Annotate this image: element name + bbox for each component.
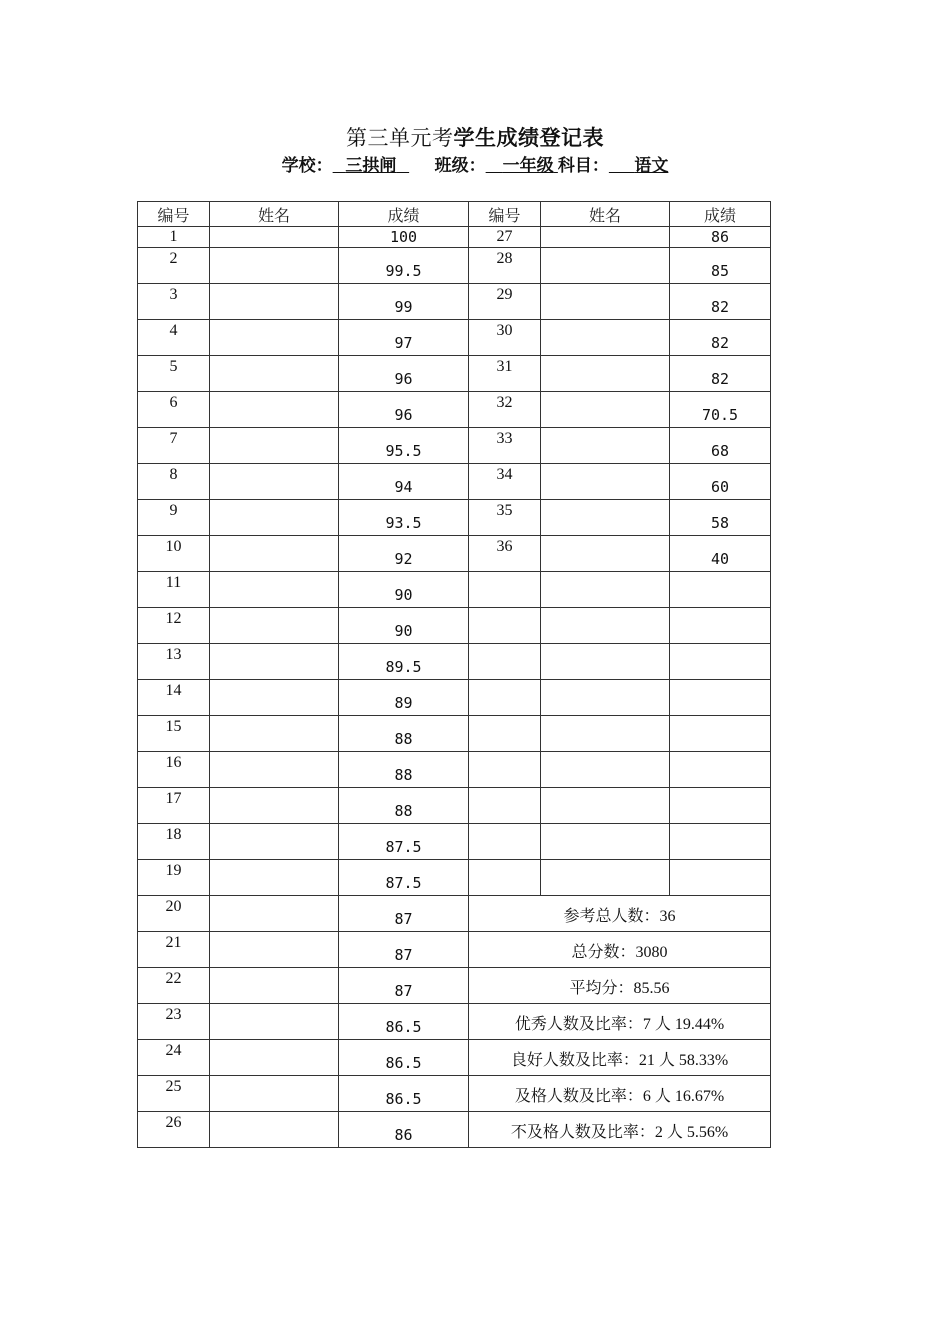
student-name [210, 932, 339, 968]
student-score [670, 248, 771, 284]
student-name [541, 860, 670, 896]
student-score-text: 100 [389, 227, 418, 246]
student-name [541, 536, 670, 572]
student-name [210, 680, 339, 716]
table-row [138, 1076, 771, 1112]
student-number [138, 716, 210, 752]
subject-value: 语文 [634, 156, 669, 175]
student-score-text: 86 [710, 227, 730, 246]
student-score-text: 68 [710, 442, 730, 460]
student-number [138, 896, 210, 932]
table-row [138, 536, 771, 572]
student-score [670, 356, 771, 392]
table-row [138, 1112, 771, 1148]
page-title [0, 122, 950, 152]
student-number [469, 356, 541, 392]
stats-text: 参考总人数：36 [563, 907, 676, 925]
student-number-text: 6 [169, 394, 178, 411]
student-name [210, 968, 339, 1004]
student-number [138, 227, 210, 248]
table-row [138, 824, 771, 860]
student-name [210, 428, 339, 464]
student-score [339, 320, 469, 356]
student-score [339, 968, 469, 1004]
student-score-text: 82 [710, 334, 730, 352]
student-score [339, 428, 469, 464]
student-name [210, 1040, 339, 1076]
table-row [138, 500, 771, 536]
table-row [138, 284, 771, 320]
table-row [138, 1004, 771, 1040]
student-name [210, 500, 339, 536]
table-row [138, 968, 771, 1004]
student-number [138, 1004, 210, 1040]
table-row [138, 1040, 771, 1076]
student-number-text: 13 [165, 646, 182, 663]
student-score [339, 248, 469, 284]
student-score-text: 87.5 [385, 874, 422, 892]
student-number [469, 227, 541, 248]
student-number [138, 572, 210, 608]
table-row [138, 716, 771, 752]
student-number [469, 428, 541, 464]
student-name [210, 320, 339, 356]
student-name [541, 572, 670, 608]
student-score-text: 86.5 [385, 1090, 422, 1108]
table-row [138, 428, 771, 464]
student-score [670, 716, 771, 752]
student-score-text: 96 [394, 406, 413, 424]
student-name [210, 824, 339, 860]
title-prefix: 第三单元考 [346, 126, 454, 150]
table-row [138, 680, 771, 716]
subject-label: 科目： [557, 156, 609, 175]
student-score [670, 572, 771, 608]
student-score [339, 608, 469, 644]
student-number-text: 19 [165, 862, 182, 879]
student-name [210, 227, 339, 248]
student-name [210, 284, 339, 320]
student-number-text: 32 [496, 394, 513, 411]
student-score-text: 99.5 [385, 262, 422, 280]
table-row [138, 644, 771, 680]
student-score [670, 752, 771, 788]
student-name [210, 1076, 339, 1112]
student-score-text: 40 [710, 550, 730, 568]
school-label: 学校： [281, 156, 333, 175]
student-number-text: 11 [165, 574, 182, 591]
student-score [670, 644, 771, 680]
student-number-text: 33 [496, 430, 513, 447]
student-score [670, 500, 771, 536]
student-score [670, 227, 771, 248]
student-score-text: 95.5 [385, 442, 422, 460]
student-score [339, 392, 469, 428]
student-score-text: 99 [394, 298, 413, 316]
student-score [670, 392, 771, 428]
student-score [670, 320, 771, 356]
student-score-text: 96 [394, 370, 413, 388]
student-name [541, 248, 670, 284]
student-name [541, 320, 670, 356]
student-name [541, 227, 670, 248]
student-number [469, 572, 541, 608]
student-score-text: 90 [394, 586, 413, 604]
student-name [541, 500, 670, 536]
student-score [339, 356, 469, 392]
student-number [138, 284, 210, 320]
student-name [210, 644, 339, 680]
student-score-text: 86.5 [385, 1018, 422, 1036]
student-number [469, 644, 541, 680]
student-name [541, 644, 670, 680]
student-number-text: 8 [169, 466, 178, 483]
table-row [138, 860, 771, 896]
student-score [670, 464, 771, 500]
student-number-text: 36 [496, 538, 513, 555]
student-score [339, 788, 469, 824]
student-name [210, 860, 339, 896]
student-number [469, 752, 541, 788]
student-number-text: 25 [165, 1078, 182, 1095]
stats-text: 不及格人数及比率：2 人 5.56% [510, 1123, 729, 1141]
student-score [339, 644, 469, 680]
student-score [339, 500, 469, 536]
table-row [138, 896, 771, 932]
student-number-text: 27 [496, 228, 513, 245]
score-table-body [138, 202, 771, 1148]
table-row [138, 752, 771, 788]
student-name [210, 464, 339, 500]
student-number [469, 680, 541, 716]
student-number [138, 644, 210, 680]
student-score [339, 284, 469, 320]
student-name [210, 788, 339, 824]
student-score [339, 932, 469, 968]
student-score [670, 536, 771, 572]
student-score [339, 680, 469, 716]
student-number-text: 18 [165, 826, 182, 843]
student-number-text: 31 [496, 358, 513, 375]
student-score-text: 86 [394, 1126, 413, 1144]
student-number [469, 284, 541, 320]
student-score-text: 87 [394, 982, 413, 1000]
student-score-text: 88 [394, 730, 413, 748]
student-number-text: 7 [169, 430, 178, 447]
score-table [137, 201, 771, 1148]
student-number [469, 824, 541, 860]
student-number-text: 29 [496, 286, 513, 303]
student-number-text: 23 [165, 1006, 182, 1023]
student-number [138, 500, 210, 536]
student-number-text: 14 [165, 682, 182, 699]
stats-cell [469, 1004, 771, 1040]
student-name [541, 824, 670, 860]
student-score-text: 94 [394, 478, 413, 496]
student-name [541, 356, 670, 392]
student-number [138, 788, 210, 824]
student-number [138, 1112, 210, 1148]
student-score-text: 89.5 [385, 658, 422, 676]
student-number [138, 680, 210, 716]
student-score-text: 89 [394, 694, 413, 712]
student-name [541, 680, 670, 716]
student-number [469, 716, 541, 752]
student-score [339, 572, 469, 608]
student-number [469, 608, 541, 644]
student-score [670, 788, 771, 824]
stats-cell [469, 932, 771, 968]
student-number [138, 464, 210, 500]
student-name [541, 428, 670, 464]
student-score [339, 860, 469, 896]
table-row [138, 392, 771, 428]
student-name [541, 392, 670, 428]
student-number [138, 320, 210, 356]
student-name [210, 752, 339, 788]
student-name [210, 572, 339, 608]
student-number-text: 30 [496, 322, 513, 339]
student-number-text: 15 [165, 718, 182, 735]
student-number [469, 500, 541, 536]
student-score-text: 82 [710, 370, 730, 388]
student-name [210, 1112, 339, 1148]
student-score-text: 85 [710, 262, 730, 280]
stats-text: 优秀人数及比率：7 人 19.44% [514, 1015, 725, 1033]
student-score [339, 227, 469, 248]
student-score-text: 86.5 [385, 1054, 422, 1072]
student-number-text: 5 [169, 358, 178, 375]
student-number [469, 248, 541, 284]
student-number-text: 10 [165, 538, 182, 555]
table-row [138, 464, 771, 500]
student-score [339, 824, 469, 860]
student-score [670, 608, 771, 644]
stats-text: 总分数：3080 [571, 943, 668, 961]
student-number-text: 24 [165, 1042, 182, 1059]
student-number-text: 2 [169, 250, 178, 267]
title-main: 学生成绩登记表 [453, 126, 604, 150]
student-name [541, 464, 670, 500]
student-score [339, 536, 469, 572]
student-score-text: 58 [710, 514, 730, 532]
header-name-2: 姓名 [541, 202, 670, 227]
student-number-text: 20 [165, 898, 182, 915]
stats-cell [469, 1076, 771, 1112]
student-number [138, 752, 210, 788]
student-number [138, 428, 210, 464]
table-row [138, 248, 771, 284]
class-value: 一年级 [502, 156, 554, 175]
student-score [670, 860, 771, 896]
student-score [339, 464, 469, 500]
student-name [541, 716, 670, 752]
student-number [138, 968, 210, 1004]
student-number [138, 356, 210, 392]
student-number-text: 3 [169, 286, 178, 303]
student-name [541, 788, 670, 824]
student-score-text: 60 [710, 478, 730, 496]
header-score: 成绩 [339, 202, 469, 227]
student-score-text: 88 [394, 766, 413, 784]
student-number [469, 464, 541, 500]
student-number-text: 1 [169, 228, 178, 245]
student-number [469, 320, 541, 356]
stats-cell [469, 968, 771, 1004]
student-number [469, 536, 541, 572]
table-row [138, 572, 771, 608]
header-number: 编号 [138, 202, 210, 227]
student-score-text: 92 [394, 550, 413, 568]
stats-text: 及格人数及比率：6 人 16.67% [514, 1087, 725, 1105]
student-number-text: 22 [165, 970, 182, 987]
student-score-text: 82 [710, 298, 730, 316]
student-number [138, 536, 210, 572]
student-number-text: 34 [496, 466, 513, 483]
student-score [339, 1112, 469, 1148]
student-number-text: 26 [165, 1114, 182, 1131]
stats-text: 平均分：85.56 [569, 979, 670, 997]
student-score-text: 87.5 [385, 838, 422, 856]
student-number-text: 12 [165, 610, 182, 627]
student-number-text: 35 [496, 502, 513, 519]
student-score-text: 87 [394, 946, 413, 964]
student-score-text: 93.5 [385, 514, 422, 532]
student-name [210, 248, 339, 284]
student-name [541, 608, 670, 644]
table-row [138, 227, 771, 248]
table-row [138, 356, 771, 392]
stats-text: 良好人数及比率：21 人 58.33% [510, 1051, 729, 1069]
class-label: 班级： [434, 156, 486, 175]
student-number [138, 1076, 210, 1112]
student-score [339, 752, 469, 788]
student-number-text: 21 [165, 934, 182, 951]
student-number-text: 28 [496, 250, 513, 267]
student-number [138, 860, 210, 896]
student-score [339, 1004, 469, 1040]
student-score [339, 1040, 469, 1076]
student-name [541, 284, 670, 320]
header-number-2: 编号 [469, 202, 541, 227]
student-number-text: 17 [165, 790, 182, 807]
student-score [670, 428, 771, 464]
student-name [541, 752, 670, 788]
student-score-text: 87 [394, 910, 413, 928]
table-row [138, 320, 771, 356]
student-score [339, 716, 469, 752]
student-name [210, 716, 339, 752]
student-number [469, 788, 541, 824]
form-subtitle [0, 151, 950, 176]
student-number [469, 392, 541, 428]
student-score-text: 90 [394, 622, 413, 640]
student-name [210, 608, 339, 644]
student-score-text: 70.5 [701, 406, 739, 424]
stats-cell [469, 896, 771, 932]
student-number [138, 1040, 210, 1076]
student-name [210, 1004, 339, 1040]
student-number [469, 860, 541, 896]
header-name: 姓名 [210, 202, 339, 227]
table-row [138, 932, 771, 968]
student-score [670, 284, 771, 320]
student-number [138, 824, 210, 860]
school-value: 三拱闸 [345, 156, 397, 175]
table-header-row [138, 202, 771, 227]
student-name [210, 536, 339, 572]
student-number-text: 16 [165, 754, 182, 771]
student-score-text: 97 [394, 334, 413, 352]
student-number [138, 248, 210, 284]
student-score [670, 824, 771, 860]
student-score [670, 680, 771, 716]
student-name [210, 392, 339, 428]
student-name [210, 356, 339, 392]
student-number [138, 392, 210, 428]
student-number [138, 608, 210, 644]
stats-cell [469, 1112, 771, 1148]
student-number [138, 932, 210, 968]
student-number-text: 9 [169, 502, 178, 519]
table-row [138, 788, 771, 824]
student-name [210, 896, 339, 932]
student-score-text: 88 [394, 802, 413, 820]
table-row [138, 608, 771, 644]
student-score [339, 1076, 469, 1112]
header-score-2: 成绩 [670, 202, 771, 227]
stats-cell [469, 1040, 771, 1076]
student-number-text: 4 [169, 322, 178, 339]
student-score [339, 896, 469, 932]
